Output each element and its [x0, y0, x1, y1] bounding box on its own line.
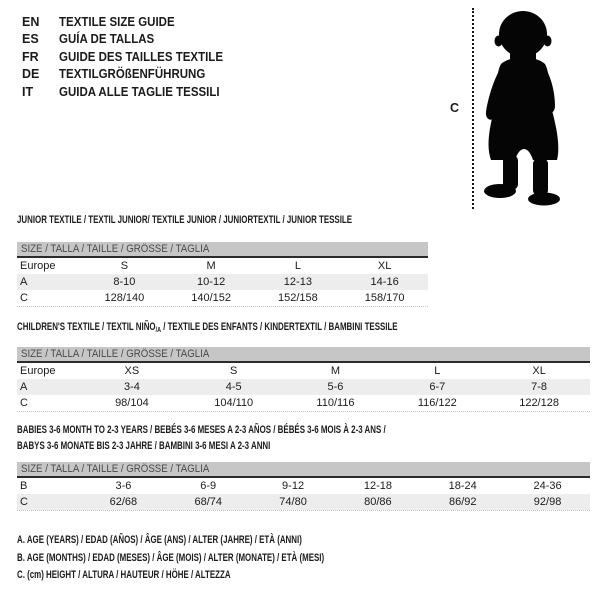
footnote-c: C. (cm) HEIGHT / ALTURA / HAUTEUR / HÖHE / ALTEZZA — [17, 569, 231, 581]
language-label: GUIDE DES TAILLES TEXTILE — [59, 49, 224, 64]
nino-a-subscript: /A — [155, 325, 161, 334]
language-code: IT — [22, 84, 34, 99]
row-label: C — [20, 292, 28, 304]
language-row — [22, 66, 237, 84]
table-row-europe — [17, 363, 590, 379]
height-cell: 104/110 — [214, 397, 254, 409]
table-row-height — [17, 494, 590, 510]
language-code: EN — [22, 14, 40, 29]
row-label: Europe — [20, 365, 56, 377]
language-code: ES — [22, 32, 39, 47]
children-section-heading — [17, 320, 546, 338]
row-label: A — [20, 276, 28, 288]
height-label-c: C — [450, 101, 460, 115]
table-row-age-months — [17, 478, 590, 494]
size-cell: M — [206, 260, 216, 272]
size-cell: L — [434, 365, 441, 377]
language-code: DE — [22, 67, 40, 82]
height-cell: 140/152 — [191, 292, 231, 304]
footnote-a: A. AGE (YEARS) / EDAD (AÑOS) / ÂGE (ANS) / ALTER (JAHRE) / ETÀ (ANNI) — [17, 534, 302, 546]
size-cell: XL — [532, 365, 546, 377]
height-cell: 152/158 — [277, 292, 318, 304]
height-cell: 98/104 — [115, 397, 149, 409]
height-cell: 92/98 — [533, 496, 562, 508]
junior-size-bar — [17, 242, 428, 258]
junior-heading-text: JUNIOR TEXTILE / TEXTIL JUNIOR/ TEXTILE JUNIOR / JUNIORTEXTIL / JUNIOR TESSILE — [17, 214, 353, 226]
language-row — [22, 31, 237, 49]
age-cell: 12-18 — [363, 480, 392, 492]
age-cell: 7-8 — [531, 381, 548, 393]
height-cell: 62/68 — [109, 496, 138, 508]
table-row-age — [17, 379, 590, 395]
height-cell: 110/116 — [316, 397, 355, 409]
age-cell: 8-10 — [113, 276, 136, 288]
baby-silhouette — [481, 8, 567, 213]
age-cell: 3-6 — [115, 480, 132, 492]
size-cell: XS — [124, 365, 140, 377]
language-label: TEXTILE SIZE GUIDE — [59, 14, 175, 29]
language-label: GUIDA ALLE TAGLIE TESSILI — [59, 84, 220, 99]
height-cell: 122/128 — [519, 397, 559, 409]
size-cell: L — [294, 260, 301, 272]
age-cell: 4-5 — [225, 381, 242, 393]
age-cell: 18-24 — [448, 480, 477, 492]
language-row — [22, 83, 237, 101]
age-cell: 10-12 — [197, 276, 226, 288]
row-label: C — [20, 397, 28, 409]
language-row — [22, 13, 237, 31]
table-row-age — [17, 274, 428, 290]
age-cell: 6-9 — [200, 480, 217, 492]
language-list — [22, 13, 237, 101]
baby-silhouette-icon — [481, 8, 567, 208]
age-cell: 3-4 — [123, 381, 140, 393]
language-row — [22, 48, 237, 66]
size-bar-label: SIZE / TALLA / TAILLE / GRÖSSE / TAGLIA — [21, 463, 210, 475]
age-cell: 6-7 — [429, 381, 446, 393]
age-cell: 5-6 — [327, 381, 344, 393]
language-label: GUÍA DE TALLAS — [59, 32, 155, 47]
children-heading-text: CHILDREN'S TEXTILE / TEXTIL NIÑO/A / TEXTILE DES ENFANTS / KINDERTEXTIL / BAMBINI TESSILE — [17, 321, 398, 334]
junior-size-table — [17, 242, 428, 307]
height-cell: 158/170 — [364, 292, 405, 304]
footnote-b: B. AGE (MONTHS) / EDAD (MESES) / ÂGE (MOIS) / ALTER (MONATE) / ETÀ (MESI) — [17, 551, 325, 564]
size-cell: M — [330, 365, 341, 377]
age-cell: 9-12 — [282, 480, 305, 492]
babies-size-bar — [17, 462, 590, 478]
table-row-height — [17, 290, 428, 306]
size-cell: XL — [377, 260, 392, 272]
language-label: TEXTILGRÖßENFÜHRUNG — [59, 67, 206, 82]
row-label: Europe — [20, 260, 56, 272]
height-cell: 128/140 — [104, 292, 145, 304]
babies-heading-line2: BABYS 3-6 MONATE BIS 2-3 JAHRE / BAMBINI 3-6 MESI A 2-3 ANNI — [17, 439, 271, 452]
height-cell: 116/122 — [417, 397, 457, 409]
footnotes — [17, 532, 444, 585]
children-size-bar — [17, 347, 590, 363]
language-code: FR — [22, 49, 39, 64]
children-size-table — [17, 347, 590, 412]
height-cell: 86/92 — [448, 496, 477, 508]
height-measure-dotted-line — [472, 8, 474, 209]
row-label: B — [20, 480, 28, 492]
size-cell: S — [120, 260, 129, 272]
table-row-europe — [17, 258, 428, 274]
table-row-height — [17, 395, 590, 411]
height-cell: 68/74 — [194, 496, 222, 508]
age-cell: 24-36 — [533, 480, 562, 492]
height-cell: 74/80 — [279, 496, 307, 508]
babies-size-table — [17, 462, 590, 511]
size-bar-label: SIZE / TALLA / TAILLE / GRÖSSE / TAGLIA — [21, 243, 210, 255]
size-cell: S — [230, 365, 238, 377]
babies-heading-line1: BABIES 3-6 MONTH TO 2-3 YEARS / BEBÉS 3-6 MESES A 2-3 AÑOS / BÉBÉS 3-6 MOIS À 2-3 ANS / — [17, 424, 386, 436]
row-label: C — [20, 496, 28, 508]
junior-section-heading — [17, 213, 482, 229]
row-label: A — [20, 381, 28, 393]
age-cell: 12-13 — [283, 276, 312, 288]
babies-section-heading — [17, 423, 529, 454]
age-cell: 14-16 — [370, 276, 399, 288]
height-cell: 80/86 — [364, 496, 392, 508]
size-bar-label: SIZE / TALLA / TAILLE / GRÖSSE / TAGLIA — [21, 348, 210, 360]
